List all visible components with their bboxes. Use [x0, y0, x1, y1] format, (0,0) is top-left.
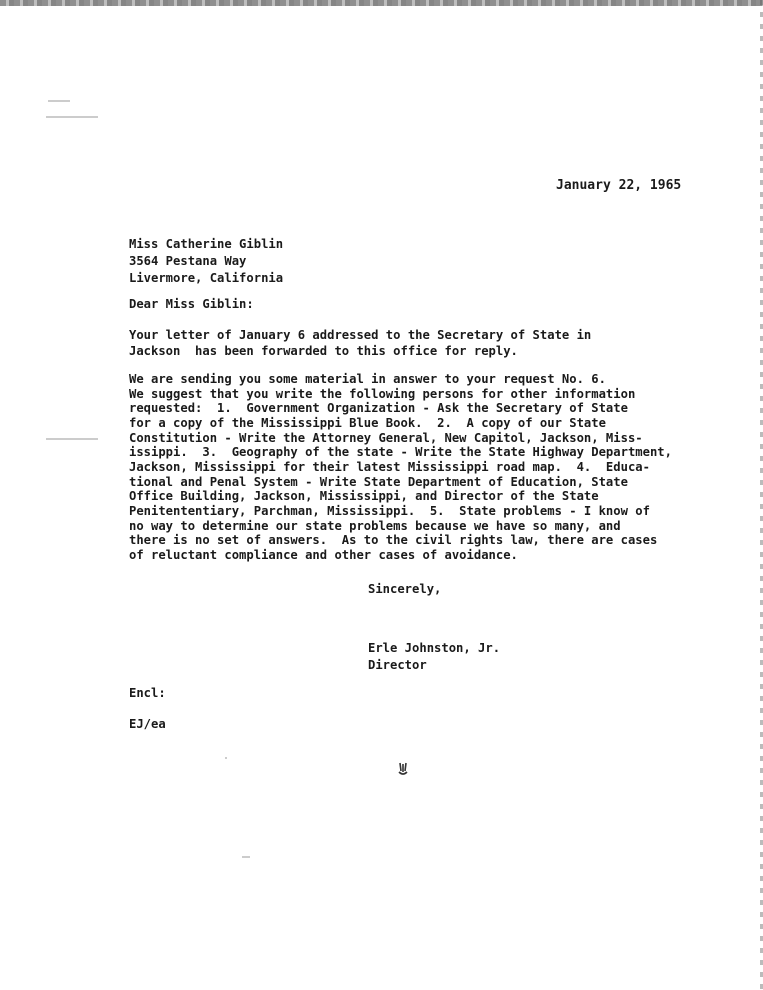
typist-initials: EJ/ea	[129, 717, 166, 731]
scan-speck	[46, 438, 98, 440]
paragraph-line: no way to determine our state problems because we have so many, and	[129, 518, 621, 533]
closing	[368, 581, 441, 598]
paragraph-line: Office Building, Jackson, Mississippi, and Director of the State	[129, 489, 599, 504]
paragraph-2	[129, 372, 672, 563]
paragraph-line: there is no set of answers. As to the civil rights law, there are cases	[129, 533, 658, 548]
recipient-address	[129, 236, 283, 286]
paragraph-line: We suggest that you write the following persons for other information	[129, 386, 636, 401]
scan-speck	[48, 100, 70, 102]
scan-speck	[46, 116, 98, 118]
paragraph-1	[129, 328, 591, 359]
salutation: Dear Miss Giblin:	[129, 297, 254, 311]
signer-title: Director	[368, 657, 427, 672]
paragraph-line: Jackson has been forwarded to this office for reply.	[129, 343, 518, 358]
signature-block	[368, 640, 500, 674]
letter-date: January 22, 1965	[556, 178, 682, 193]
recipient-city: Livermore, California	[129, 270, 284, 285]
paragraph-line: issippi. 3. Geography of the state - Write the State Highway Department,	[129, 445, 672, 460]
recipient-street: 3564 Pestana Way	[129, 253, 247, 268]
paragraph-line: Penitententiary, Parchman, Mississippi. 5. State problems - I know of	[129, 503, 650, 518]
closing-text: Sincerely,	[368, 582, 442, 596]
ink-mark-icon	[398, 762, 408, 776]
scan-speck	[242, 856, 250, 858]
scan-speck	[225, 757, 227, 759]
paragraph-line: tional and Penal System - Write State Department of Education, State	[129, 474, 628, 489]
paragraph-line: requested: 1. Government Organization - Ask the Secretary of State	[129, 401, 628, 416]
paragraph-line: Constitution - Write the Attorney General, New Capitol, Jackson, Miss-	[129, 430, 643, 445]
scan-edge-top	[0, 0, 763, 6]
paragraph-line: Jackson, Mississippi for their latest Mississippi road map. 4. Educa-	[129, 459, 650, 474]
enclosure-note: Encl:	[129, 686, 166, 700]
paragraph-line: of reluctant compliance and other cases of avoidance.	[129, 547, 518, 562]
recipient-name: Miss Catherine Giblin	[129, 237, 284, 251]
paragraph-line: Your letter of January 6 addressed to the Secretary of State in	[129, 328, 592, 342]
signer-name: Erle Johnston, Jr.	[368, 641, 501, 655]
paragraph-line: for a copy of the Mississippi Blue Book. 2. A copy of our State	[129, 415, 606, 430]
paragraph-line: We are sending you some material in answer to your request No. 6.	[129, 372, 606, 386]
